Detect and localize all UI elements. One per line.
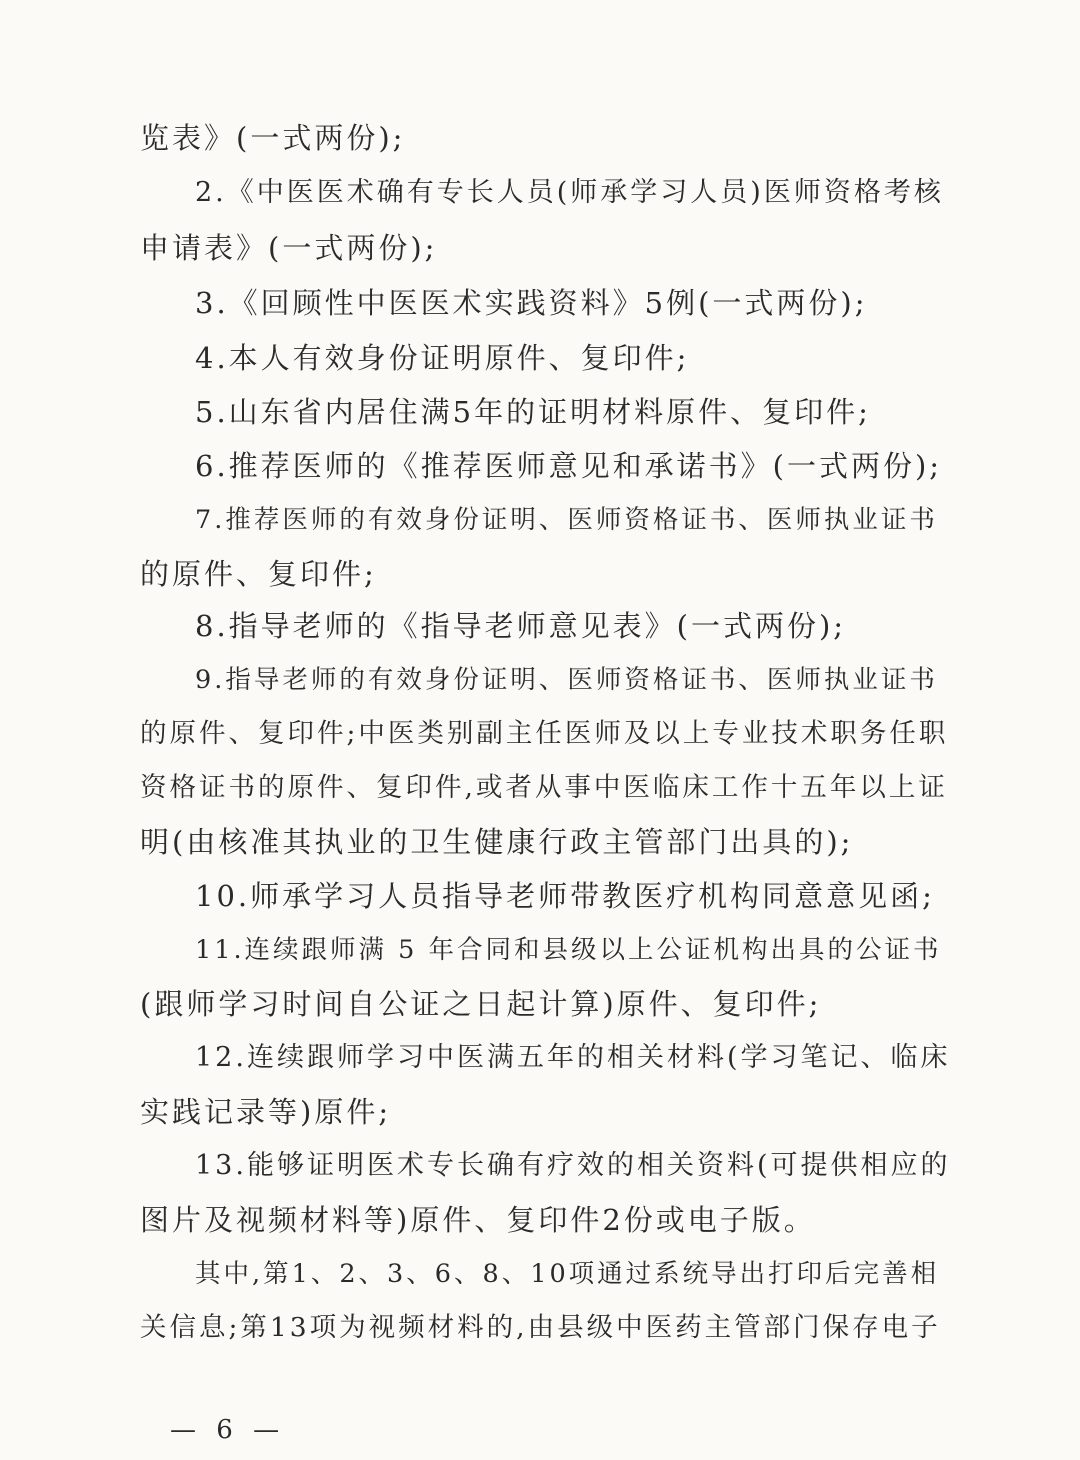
text-line: 13.能够证明医术专长确有疗效的相关资料(可提供相应的 (195, 1150, 951, 1181)
text-line: 6.推荐医师的《推荐医师意见和承诺书》(一式两份); (195, 449, 943, 483)
text-line: (跟师学习时间自公证之日起计算)原件、复印件; (140, 987, 822, 1021)
text-line: 12.连续跟师学习中医满五年的相关材料(学习笔记、临床 (195, 1042, 951, 1073)
text-line: 3.《回顾性中医医术实践资料》5例(一式两份); (195, 286, 868, 320)
text-line: 的原件、复印件;中医类别副主任医师及以上专业技术职务任职 (140, 718, 949, 749)
text-line: 8.指导老师的《指导老师意见表》(一式两份); (195, 609, 847, 643)
text-line: 的原件、复印件; (140, 557, 377, 591)
text-line: 图片及视频材料等)原件、复印件2份或电子版。 (140, 1203, 816, 1237)
text-line: 5.山东省内居住满5年的证明材料原件、复印件; (195, 395, 871, 429)
text-line: 实践记录等)原件; (140, 1095, 392, 1129)
text-line: 关信息;第13项为视频材料的,由县级中医药主管部门保存电子 (140, 1312, 941, 1343)
text-line: 9.指导老师的有效身份证明、医师资格证书、医师执业证书 (195, 665, 938, 695)
page-number: — 6 — (170, 1415, 286, 1445)
text-line: 2.《中医医术确有专长人员(师承学习人员)医师资格考核 (195, 177, 944, 208)
text-line: 4.本人有效身份证明原件、复印件; (195, 341, 690, 375)
text-line: 10.师承学习人员指导老师带教医疗机构同意意见函; (195, 879, 935, 913)
text-line: 11.连续跟师满 5 年合同和县级以上公证机构出具的公证书 (195, 935, 942, 965)
text-line: 申请表》(一式两份); (140, 231, 438, 265)
text-line: 览表》(一式两份); (140, 121, 406, 155)
text-line: 7.推荐医师的有效身份证明、医师资格证书、医师执业证书 (195, 505, 938, 535)
text-line: 其中,第1、2、3、6、8、10项通过系统导出打印后完善相 (195, 1259, 940, 1289)
text-line: 资格证书的原件、复印件,或者从事中医临床工作十五年以上证 (140, 772, 948, 803)
text-line: 明(由核准其执业的卫生健康行政主管部门出具的); (140, 825, 854, 859)
